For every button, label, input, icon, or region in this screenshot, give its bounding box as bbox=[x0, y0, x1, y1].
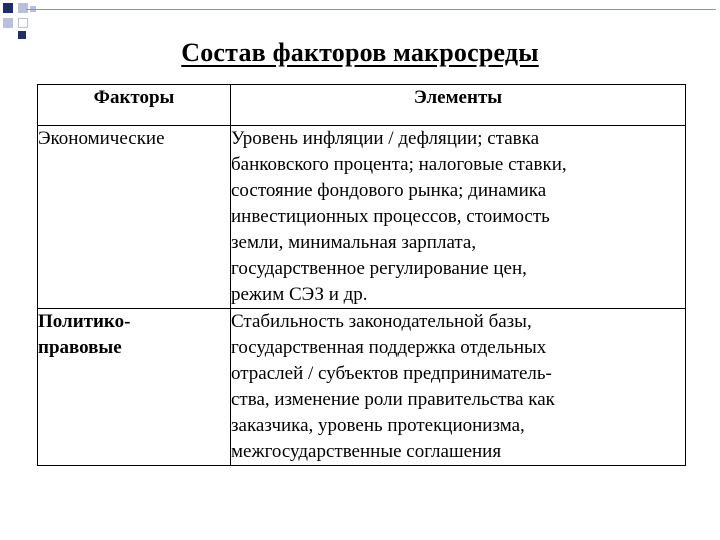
factor-cell bbox=[38, 126, 231, 309]
factor-name-line: Политико- bbox=[38, 311, 131, 332]
factor-cell bbox=[38, 309, 231, 466]
header-rule bbox=[26, 9, 716, 10]
slide-title: Состав факторов макросреды bbox=[181, 38, 539, 67]
elements-cell bbox=[231, 309, 686, 466]
elements-cell bbox=[231, 126, 686, 309]
factor-name: Экономические bbox=[38, 128, 165, 149]
elements-line: государственная поддержка отдельных bbox=[231, 337, 547, 358]
elements-line: Стабильность законодательной базы, bbox=[231, 311, 532, 332]
elements-line: государственное регулирование цен, bbox=[231, 258, 527, 279]
factors-table bbox=[37, 84, 686, 466]
elements-line: ства, изменение роли правительства как bbox=[231, 389, 555, 410]
elements-line: заказчика, уровень протекционизма, bbox=[231, 415, 525, 436]
table-header-row bbox=[38, 85, 686, 126]
corner-square-decoration bbox=[3, 3, 13, 13]
elements-line: Уровень инфляции / дефляции; ставка bbox=[231, 128, 540, 149]
corner-square-decoration bbox=[18, 18, 28, 28]
elements-line: земли, минимальная зарплата, bbox=[231, 232, 477, 253]
header-elements: Элементы bbox=[231, 85, 686, 126]
elements-line: режим СЭЗ и др. bbox=[231, 284, 368, 305]
elements-line: инвестиционных процессов, стоимость bbox=[231, 206, 550, 227]
header-factors: Факторы bbox=[38, 85, 231, 126]
corner-square-decoration bbox=[3, 18, 13, 28]
corner-square-decoration bbox=[18, 3, 28, 13]
elements-line: состояние фондового рынка; динамика bbox=[231, 180, 547, 201]
elements-line: банковского процента; налоговые ставки, bbox=[231, 154, 567, 175]
factor-name-line: правовые bbox=[38, 337, 122, 358]
elements-line: отраслей / субъектов предприниматель- bbox=[231, 363, 552, 384]
table-row bbox=[38, 126, 686, 309]
table-row bbox=[38, 309, 686, 466]
elements-line: межгосударственные соглашения bbox=[231, 441, 502, 462]
